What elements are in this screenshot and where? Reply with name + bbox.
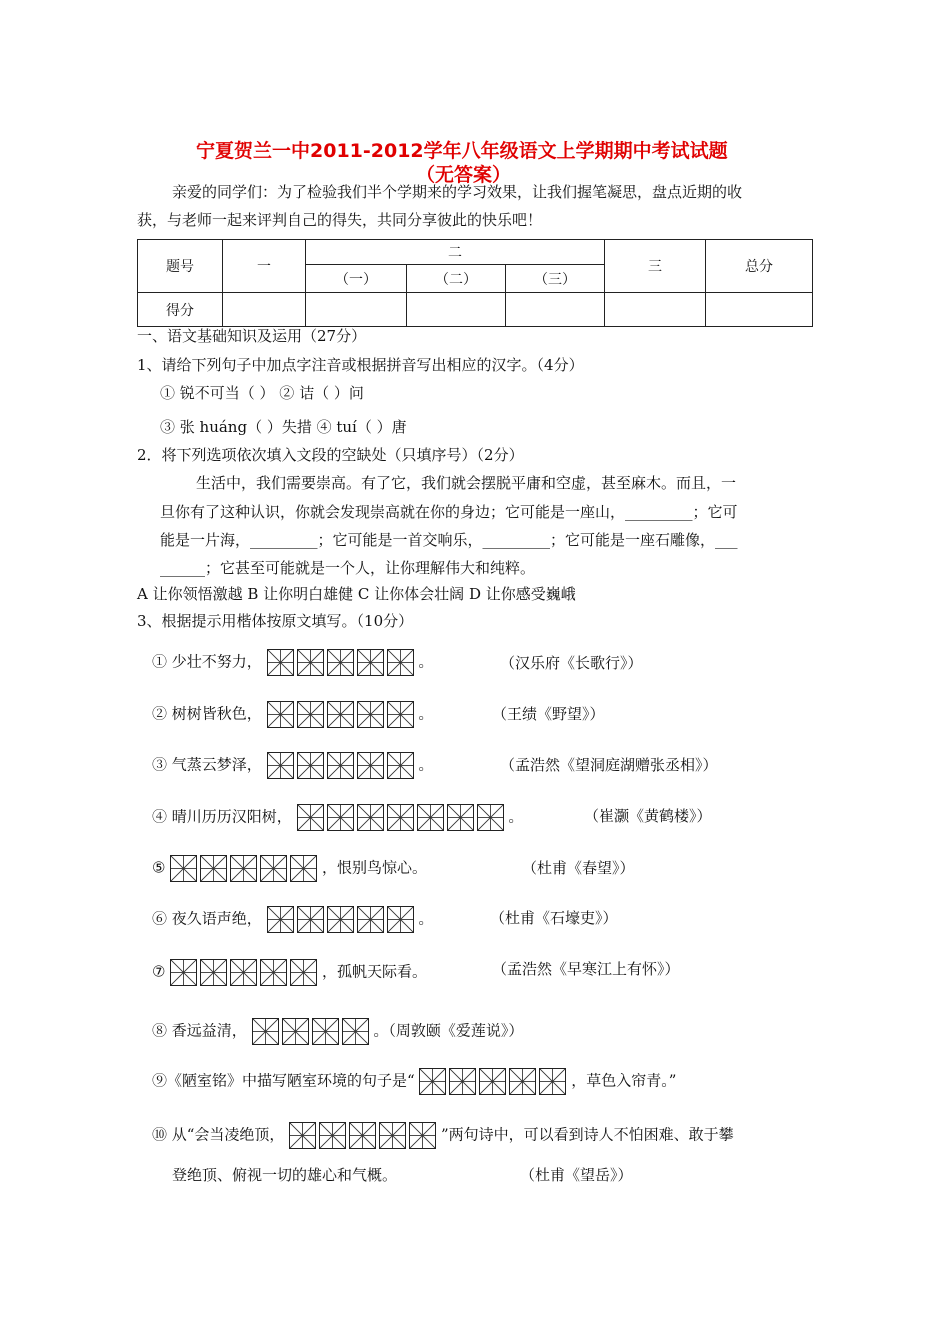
- header-er-1: （一）: [306, 265, 407, 293]
- grid-cell[interactable]: [449, 1068, 476, 1095]
- q3-item: [152, 752, 433, 779]
- q3-item: [152, 959, 427, 986]
- q3-item: [152, 701, 433, 728]
- intro-line-2: 获，与老师一起来评判自己的得失，共同分享彼此的快乐吧！: [137, 211, 543, 229]
- grid-cell[interactable]: [297, 649, 324, 676]
- grid-cell[interactable]: [282, 1018, 309, 1045]
- q3-item-source: （孟浩然《早寒江上有怀》）: [492, 960, 680, 978]
- grid-cell[interactable]: [509, 1068, 536, 1095]
- q3-item: [152, 649, 433, 676]
- q3-item-source: （杜甫《石壕吏》）: [490, 909, 618, 927]
- q3-item: [152, 804, 523, 831]
- answer-grid[interactable]: [267, 752, 414, 779]
- q3-item-source: （汉乐府《长歌行》）: [500, 654, 643, 672]
- header-er: 二: [306, 240, 605, 265]
- answer-grid[interactable]: [289, 1122, 436, 1149]
- answer-grid[interactable]: [252, 1018, 369, 1045]
- grid-cell[interactable]: [170, 855, 197, 882]
- grid-cell[interactable]: [327, 804, 354, 831]
- q3-item-pre: ⑥ 夜久语声绝，: [152, 909, 262, 928]
- q3-item-post: 。: [418, 755, 434, 774]
- grid-cell[interactable]: [252, 1018, 279, 1045]
- q3-item: [152, 1068, 676, 1095]
- grid-cell[interactable]: [230, 959, 257, 986]
- grid-cell[interactable]: [327, 701, 354, 728]
- section1-heading: 一、语文基础知识及运用（27分）: [137, 327, 367, 345]
- q3-item-post: ”两句诗中，可以看到诗人不怕困难、敢于攀: [441, 1125, 734, 1144]
- answer-grid[interactable]: [297, 804, 504, 831]
- answer-grid[interactable]: [170, 959, 317, 986]
- q1-line1: ① 锐不可当（ ） ② 诘（ ）问: [160, 384, 364, 402]
- q3-item-pre: ② 树树皆秋色，: [152, 704, 262, 723]
- header-tihao: 题号: [138, 240, 223, 293]
- header-san: 三: [605, 240, 706, 293]
- grid-cell[interactable]: [267, 701, 294, 728]
- grid-cell[interactable]: [447, 804, 474, 831]
- grid-cell[interactable]: [230, 855, 257, 882]
- answer-grid[interactable]: [170, 855, 317, 882]
- grid-cell[interactable]: [539, 1068, 566, 1095]
- answer-grid[interactable]: [267, 906, 414, 933]
- q2-p3: 能是一片海，_________；它可能是一首交响乐，_________；它可能是一座石雕像，___: [160, 531, 738, 549]
- grid-cell[interactable]: [387, 804, 414, 831]
- q3-item: [152, 1122, 734, 1149]
- q3-item-pre: ① 少壮不努力，: [152, 652, 262, 671]
- q2-p1: 生活中，我们需要崇高。有了它，我们就会摆脱平庸和空虚，甚至麻木。而且，一: [196, 474, 737, 492]
- header-er-2: （二）: [407, 265, 506, 293]
- q3-item-post: ，孤帆天际看。: [322, 962, 428, 981]
- grid-cell[interactable]: [387, 649, 414, 676]
- grid-cell[interactable]: [200, 959, 227, 986]
- grid-cell[interactable]: [357, 906, 384, 933]
- grid-cell[interactable]: [349, 1122, 376, 1149]
- q3-item-source: （杜甫《春望》）: [522, 859, 635, 877]
- header-yi: 一: [223, 240, 306, 293]
- q3-item-post: ，草色入帘青。”: [571, 1071, 677, 1090]
- intro-line-1: 亲爱的同学们：为了检验我们半个学期来的学习效果，让我们握笔凝思，盘点近期的收: [172, 183, 743, 201]
- q3-item-post: 。: [418, 652, 434, 671]
- grid-cell[interactable]: [260, 959, 287, 986]
- score-cell[interactable]: [706, 293, 813, 327]
- grid-cell[interactable]: [297, 906, 324, 933]
- grid-cell[interactable]: [290, 855, 317, 882]
- q3-item-pre: ⑤: [152, 858, 166, 877]
- q3-item-pre: ③ 气蒸云梦泽，: [152, 755, 262, 774]
- grid-cell[interactable]: [417, 804, 444, 831]
- answer-grid[interactable]: [419, 1068, 566, 1095]
- grid-cell[interactable]: [290, 959, 317, 986]
- score-cell[interactable]: [605, 293, 706, 327]
- grid-cell[interactable]: [319, 1122, 346, 1149]
- score-cell[interactable]: [506, 293, 605, 327]
- q3-item-post: 。: [418, 909, 434, 928]
- grid-cell[interactable]: [267, 906, 294, 933]
- grid-cell[interactable]: [419, 1068, 446, 1095]
- q1-line2: ③ 张 huáng（ ）失措 ④ tuí（ ）唐: [160, 418, 407, 436]
- grid-cell[interactable]: [327, 752, 354, 779]
- grid-cell[interactable]: [267, 752, 294, 779]
- score-cell[interactable]: [407, 293, 506, 327]
- grid-cell[interactable]: [289, 1122, 316, 1149]
- grid-cell[interactable]: [387, 906, 414, 933]
- q3-item-pre: ⑦: [152, 962, 166, 981]
- q3-last-source: （杜甫《望岳》）: [520, 1166, 633, 1184]
- grid-cell[interactable]: [379, 1122, 406, 1149]
- grid-cell[interactable]: [357, 804, 384, 831]
- header-total: 总分: [706, 240, 813, 293]
- q3-item-pre: ⑨《陋室铭》中描写陋室环境的句子是“: [152, 1071, 415, 1090]
- q2-options: A 让你领悟激越 B 让你明白雄健 C 让你体会壮阔 D 让你感受巍峨: [137, 585, 576, 603]
- q3-item-post: 。: [418, 704, 434, 723]
- answer-grid[interactable]: [267, 649, 414, 676]
- q3-item-post: 。: [508, 807, 524, 826]
- doc-title: 宁夏贺兰一中2011-2012学年八年级语文上学期期中考试试题: [196, 140, 728, 162]
- q3-item-pre: ⑩ 从“会当凌绝顶，: [152, 1125, 285, 1144]
- answer-grid[interactable]: [267, 701, 414, 728]
- q3-item: [152, 1018, 523, 1045]
- grid-cell[interactable]: [327, 649, 354, 676]
- q1-stem: 1、请给下列句子中加点字注音或根据拼音写出相应的汉字。（4分）: [137, 356, 584, 374]
- q3-stem: 3、根据提示用楷体按原文填写。（10分）: [137, 612, 414, 630]
- q3-item-pre: ④ 晴川历历汉阳树，: [152, 807, 292, 826]
- q3-item-post: 。（周敦颐《爱莲说》）: [373, 1021, 524, 1040]
- grid-cell[interactable]: [200, 855, 227, 882]
- q3-item: [152, 855, 427, 882]
- grid-cell[interactable]: [357, 752, 384, 779]
- grid-cell[interactable]: [297, 752, 324, 779]
- grid-cell[interactable]: [409, 1122, 436, 1149]
- grid-cell[interactable]: [327, 906, 354, 933]
- grid-cell[interactable]: [387, 752, 414, 779]
- q3-item-source: （王绩《野望》）: [492, 705, 605, 723]
- q3-item: [152, 906, 433, 933]
- grid-cell[interactable]: [357, 701, 384, 728]
- grid-cell[interactable]: [297, 701, 324, 728]
- score-table: [137, 239, 813, 327]
- q2-stem: 2．将下列选项依次填入文段的空缺处（只填序号）（2分）: [137, 446, 524, 464]
- grid-cell[interactable]: [357, 649, 384, 676]
- q3-item-pre: ⑧ 香远益清，: [152, 1021, 247, 1040]
- grid-cell[interactable]: [312, 1018, 339, 1045]
- grid-cell[interactable]: [479, 1068, 506, 1095]
- q3-last-line: 登绝顶、俯视一切的雄心和气概。: [172, 1166, 398, 1184]
- header-er-3: （三）: [506, 265, 605, 293]
- grid-cell[interactable]: [260, 855, 287, 882]
- doc-subtitle: （无答案）: [416, 164, 512, 186]
- score-cell[interactable]: [306, 293, 407, 327]
- grid-cell[interactable]: [342, 1018, 369, 1045]
- row-defen: 得分: [138, 293, 223, 327]
- grid-cell[interactable]: [170, 959, 197, 986]
- grid-cell[interactable]: [477, 804, 504, 831]
- q2-p2: 旦你有了这种认识，你就会发现崇高就在你的身边；它可能是一座山，_________；它可: [160, 503, 738, 521]
- score-cell[interactable]: [223, 293, 306, 327]
- grid-cell[interactable]: [267, 649, 294, 676]
- q2-p4: ______；它甚至可能就是一个人，让你理解伟大和纯粹。: [160, 559, 536, 577]
- q3-item-source: （崔灏《黄鹤楼》）: [584, 807, 712, 825]
- q3-item-post: ，恨别鸟惊心。: [322, 858, 428, 877]
- grid-cell[interactable]: [387, 701, 414, 728]
- q3-item-source: （孟浩然《望洞庭湖赠张丞相》）: [500, 756, 718, 774]
- grid-cell[interactable]: [297, 804, 324, 831]
